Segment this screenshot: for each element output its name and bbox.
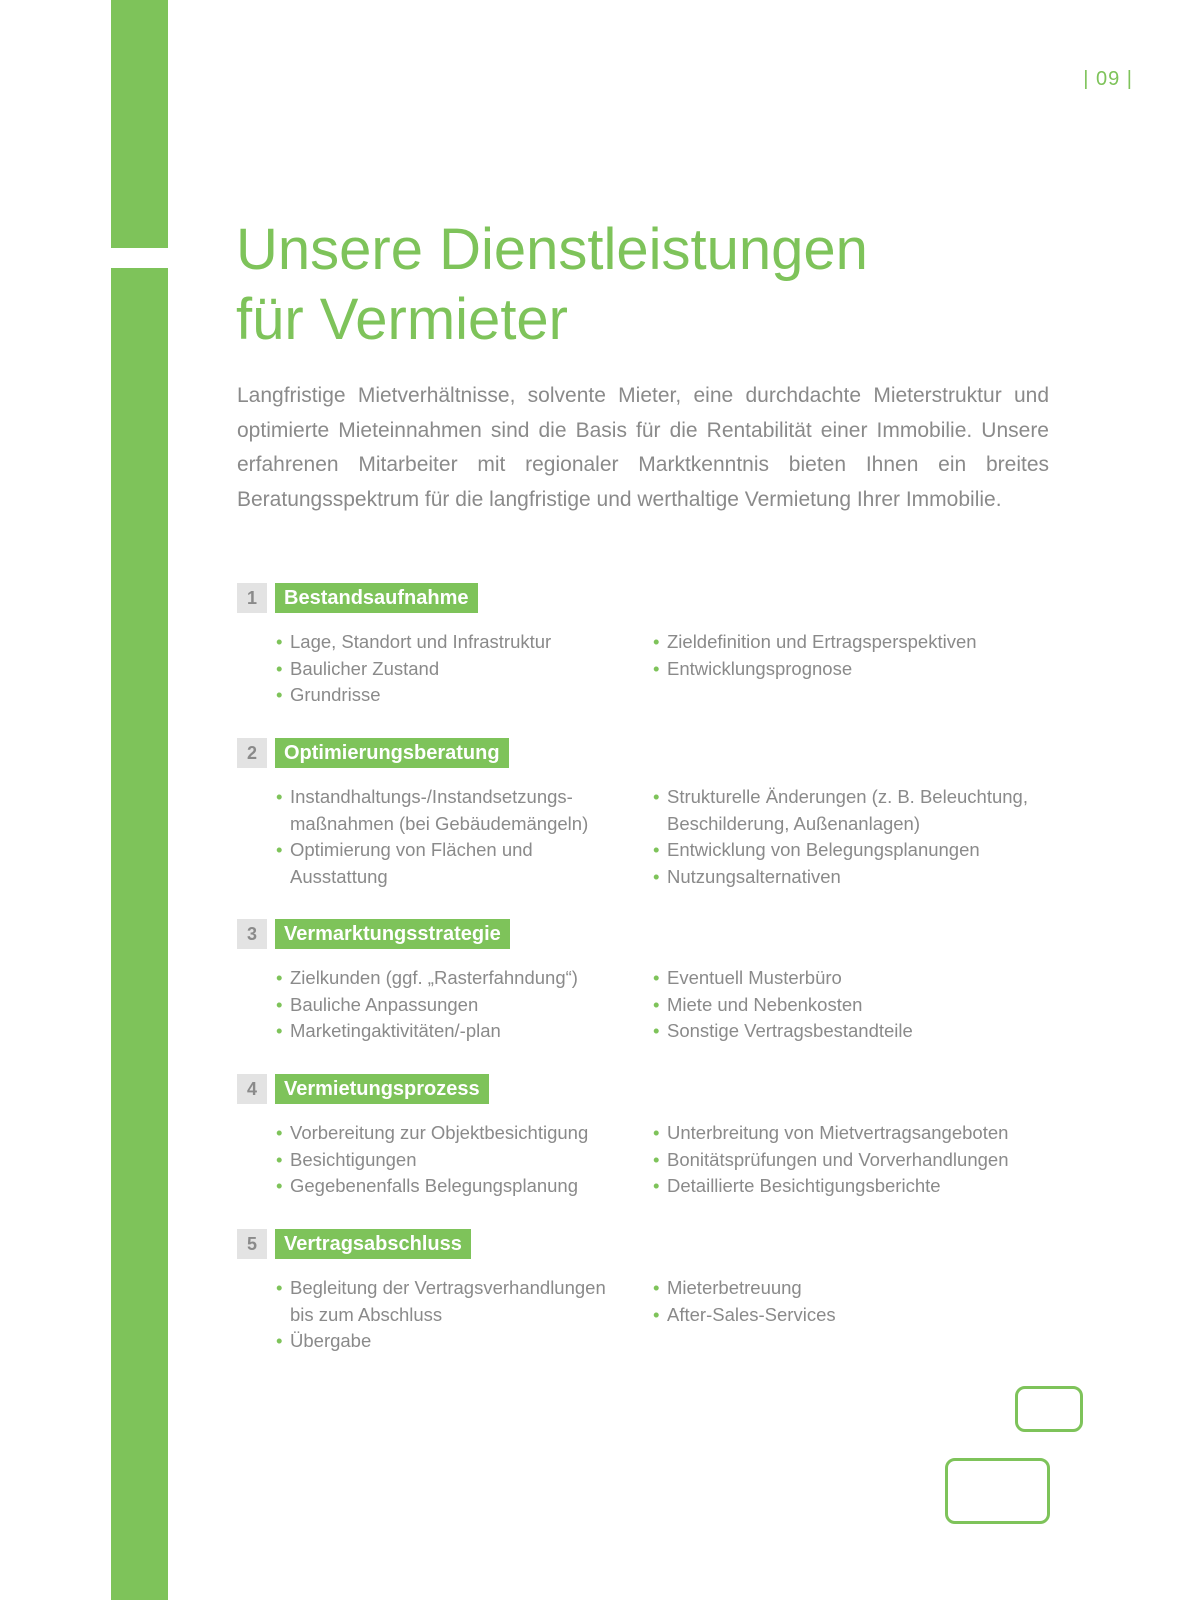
list-item: • Baulicher Zustand [276,656,616,683]
decorative-rounded-frame-large [945,1458,1050,1524]
section-title: Vermietungsprozess [275,1074,489,1104]
section-list-right [653,965,1053,1045]
section-title: Vertragsabschluss [275,1229,471,1259]
list-item: • Besichtigungen [276,1147,616,1174]
section-list-right [653,784,1053,890]
page-title-line-2: für Vermieter [236,287,568,352]
list-item: • Sonstige Vertragsbestandteile [653,1018,1053,1045]
section-number: 4 [237,1074,267,1104]
section-number: 2 [237,738,267,768]
section-number: 1 [237,583,267,613]
list-item: • Begleitung der Vertragsverhandlungen bis zum Abschluss [276,1275,616,1328]
list-item: • Unterbreitung von Mietvertragsangeboten [653,1120,1053,1147]
decorative-side-bar-top [111,0,168,248]
service-section-5 [237,1229,1057,1389]
section-number: 5 [237,1229,267,1259]
section-list-right [653,1275,1053,1328]
page-number: | 09 | [1083,68,1133,90]
section-header [237,738,1057,768]
intro-paragraph: Langfristige Mietverhältnisse, solvente Mieter, eine durchdachte Mieterstruktur und optimierte Mieteinnahmen sind die Basis für die Rentabilität einer Immobilie. Unsere erfahrenen Mitarbeiter mit regionaler Marktkenntnis bieten Ihnen ein breites Beratungsspektrum für die langfristige und werthaltige Vermietung Ihrer Immobilie. [237,384,1049,511]
list-item: • Übergabe [276,1328,616,1355]
list-item: • Gegebenenfalls Belegungsplanung [276,1173,616,1200]
page-title-line-1: Unsere Dienstleistungen [236,217,868,282]
section-header [237,1074,1057,1104]
section-list-left [276,965,616,1045]
list-item: • Zieldefinition und Ertragsperspektiven [653,629,1053,656]
list-item: • Mieterbetreuung [653,1275,1053,1302]
section-header [237,1229,1057,1259]
list-item: • Entwicklungsprognose [653,656,1053,683]
section-list-left [276,629,616,709]
section-header [237,583,1057,613]
service-section-4 [237,1074,1057,1234]
list-item: • Optimierung von Flächen und Ausstattung [276,837,616,890]
section-title: Vermarktungsstrategie [275,919,510,949]
list-item: • Zielkunden (ggf. „Rasterfahndung“) [276,965,616,992]
section-list-right [653,1120,1053,1200]
section-title: Optimierungsberatung [275,738,509,768]
section-title: Bestandsaufnahme [275,583,478,613]
section-list-left [276,1120,616,1200]
list-item: • Instandhaltungs-/Instandsetzungs-maßnahmen (bei Gebäudemängeln) [276,784,616,837]
service-section-2 [237,738,1057,898]
decorative-rounded-frame-small [1015,1386,1083,1432]
list-item: • Bonitätsprüfungen und Vorverhandlungen [653,1147,1053,1174]
decorative-side-bar-bottom [111,268,168,1600]
section-list-right [653,629,1053,682]
list-item: • Vorbereitung zur Objektbesichtigung [276,1120,616,1147]
list-item: • Bauliche Anpassungen [276,992,616,1019]
section-list-left [276,784,616,890]
list-item: • Marketingaktivitäten/-plan [276,1018,616,1045]
list-item: • Grundrisse [276,682,616,709]
service-section-3 [237,919,1057,1079]
list-item: • Entwicklung von Belegungsplanungen [653,837,1053,864]
page-title [236,215,868,355]
list-item: • Lage, Standort und Infrastruktur [276,629,616,656]
list-item: • Detaillierte Besichtigungsberichte [653,1173,1053,1200]
section-number: 3 [237,919,267,949]
list-item: • Miete und Nebenkosten [653,992,1053,1019]
list-item: • Eventuell Musterbüro [653,965,1053,992]
section-header [237,919,1057,949]
list-item: • Nutzungsalternativen [653,864,1053,891]
list-item: • Strukturelle Änderungen (z. B. Beleuchtung, Beschilderung, Außenanlagen) [653,784,1053,837]
list-item: • After-Sales-Services [653,1302,1053,1329]
service-section-1 [237,583,1057,743]
section-list-left [276,1275,616,1355]
